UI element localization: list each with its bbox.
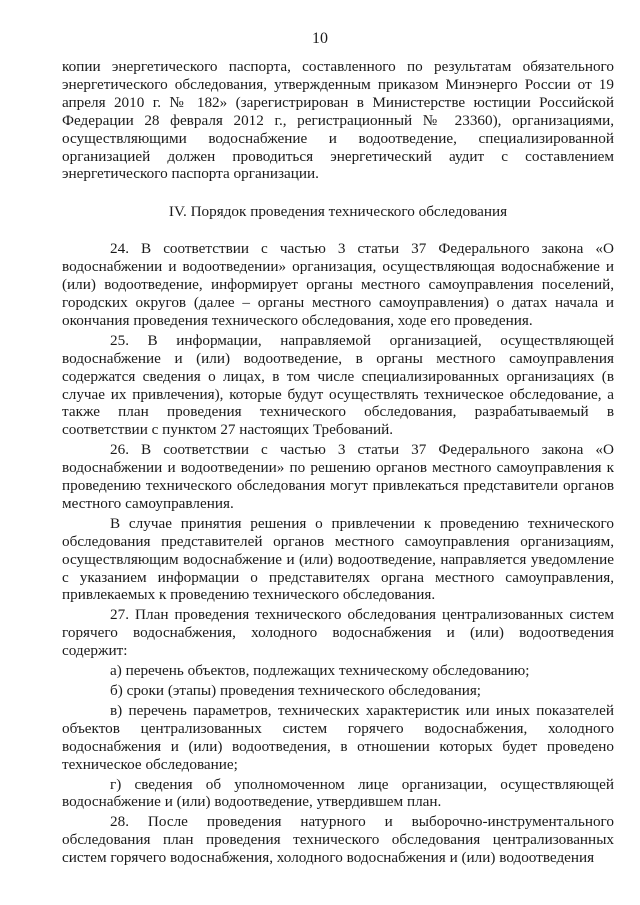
list-item-b: б) сроки (этапы) проведения технического обследования; xyxy=(110,682,482,699)
list-item-a: а) перечень объектов, подлежащих техническому обследованию; xyxy=(110,662,530,680)
intro-paragraph: копии энергетического паспорта, составленного по результатам обязательного энергетического обследования, утвержденным приказом Минэнерго России от 19 апреля 2010 г. № 182» (зарегистрирован в Министерстве юстиции Российской Федерации 28 февраля 2012 г., регистрационный № 23360), организациями, осуществляющими водоснабжение и водоотведение, специализированной организацией должен проводиться энергетический аудит с составлением энергетического паспорта организации. xyxy=(62,58,614,183)
paragraph-24: 24. В соответствии с частью 3 статьи 37 Федерального закона «О водоснабжении и водоотведении» организация, осуществляющая водоснабжение и (или) водоотведение, информирует органы местного самоуправления поселений, городских округов (далее – органы местного самоуправления) о датах начала и окончания проведения технического обследования, ходе его проведения. xyxy=(62,240,614,329)
section-title: IV. Порядок проведения технического обследования xyxy=(168,203,508,221)
list-item-v: в) перечень параметров, технических характеристик или иных показателей объектов централизованных систем горячего водоснабжения, холодного водоснабжения и (или) водоотведения, в отношении которых будет проведено техническое обследование; xyxy=(62,701,614,773)
paragraph-25: 25. В информации, направляемой организацией, осуществляющей водоснабжение и (или) водоотведение, в органы местного самоуправления содержатся сведения о лицах, в том числе специализированных организациях (в случае их привлечения), которые будут осуществлять техническое обследование, а также план проведения технического обследования, разрабатываемый в соответствии с пунктом 27 настоящих Требований. xyxy=(62,331,614,439)
paragraph-27: 27. План проведения технического обследования централизованных систем горячего водоснабжения, холодного водоснабжения и (или) водоотведения содержит: xyxy=(62,606,614,660)
page-number: 10 xyxy=(312,30,328,47)
document-body xyxy=(62,58,614,867)
list-item-g: г) сведения об уполномоченном лице организации, осуществляющей водоснабжение и (или) водоотведение, утвердившем план. xyxy=(62,775,614,811)
paragraph-28: 28. После проведения натурного и выборочно-инструментального обследования план проведения технического обследования централизованных систем горячего водоснабжения, холодного водоснабжения и (или) водоотведения xyxy=(62,813,614,867)
paragraph-26-continued: В случае принятия решения о привлечении к проведению технического обследования представителей органов местного самоуправления организациям, осуществляющим водоснабжение и (или) водоотведение, направляется уведомление с указанием информации о представителях органа местного самоуправления, привлекаемых к проведению технического обследования. xyxy=(62,514,614,604)
paragraph-26: 26. В соответствии с частью 3 статьи 37 Федерального закона «О водоснабжении и водоотведении» по решению органов местного самоуправления к проведению технического обследования могут привлекаться представители органов местного самоуправления. xyxy=(62,441,614,512)
